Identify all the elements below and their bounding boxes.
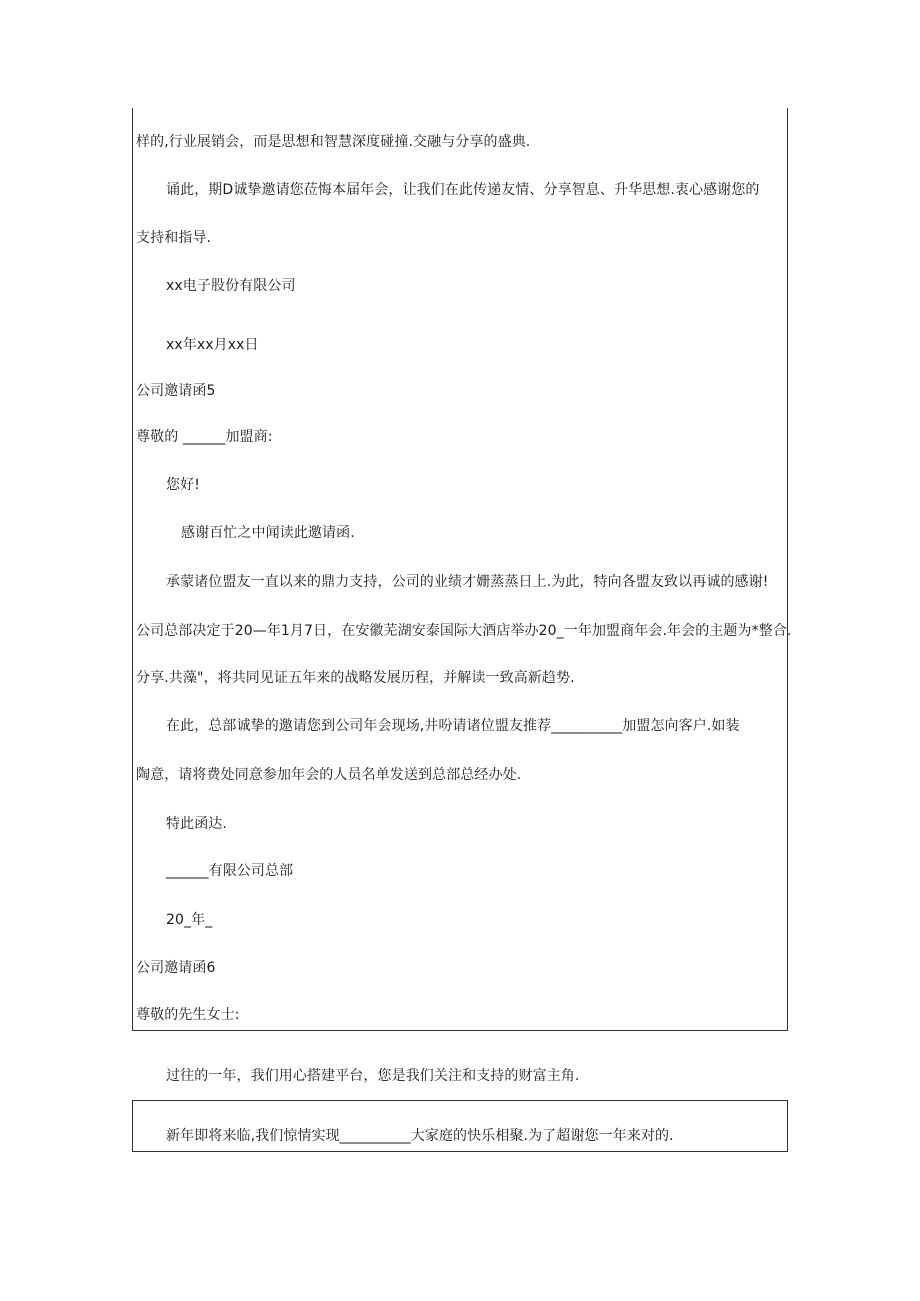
section-title: 公司邀请函6 (136, 960, 216, 976)
signature-date: 20_年_ (166, 912, 213, 928)
paragraph-line: 在此，总部诚挚的邀请您到公司年会现场,井吩请诸位盟友推荐__________加盟怎向客户.如装 (166, 718, 740, 734)
company-signature: xx电子股份有限公司 (166, 278, 296, 294)
paragraph-line: 诵此，期D诚挚邀请您莅悔本届年会，让我们在此传递友情、分享智息、升华思想.衷心感谢您的 (166, 182, 760, 198)
signature-date: xx年xx月xx日 (166, 337, 259, 353)
paragraph-line: 支持和指导. (136, 230, 212, 246)
text-frame-1 (132, 108, 788, 1031)
paragraph-line: 公司总部决定于20—年1月7日，在安徽芜湖安泰国际大酒店举办20_一年加盟商年会.年会的主题为*整合. (136, 623, 792, 639)
company-signature: ______有限公司总部 (166, 863, 294, 879)
salutation: 尊敬的 ______加盟商: (136, 429, 273, 445)
paragraph-line: 样的,行业展销会，而是思想和智慧深度碰撞.交融与分享的盛典. (136, 134, 531, 150)
paragraph-line: 感谢百忙之中闻读此邀请函. (181, 525, 355, 541)
paragraph-line: 新年即将来临,我们惊情实现__________大家庭的快乐相聚.为了超谢您一年来对的. (166, 1128, 674, 1144)
paragraph-line: 陶意，请将费处同意参加年会的人员名单发送到总部总经办处. (136, 767, 522, 783)
greeting: 您好! (166, 477, 200, 493)
closing-line: 特此函达. (166, 816, 227, 832)
salutation: 尊敬的先生女士: (136, 1007, 240, 1023)
paragraph-line: 承蒙诸位盟友一直以来的鼎力支持，公司的业绩才姗蒸蒸日上.为此，特向各盟友致以再诚的感谢! (166, 574, 769, 590)
paragraph-line: 过往的一年，我们用心搭建平台，您是我们关注和支持的财富主角. (166, 1068, 580, 1084)
paragraph-line: 分享.共藻"，将共同见证五年来的战略发展历程，并解读一致高新趋势. (136, 670, 575, 686)
section-title: 公司邀请函5 (136, 383, 216, 399)
